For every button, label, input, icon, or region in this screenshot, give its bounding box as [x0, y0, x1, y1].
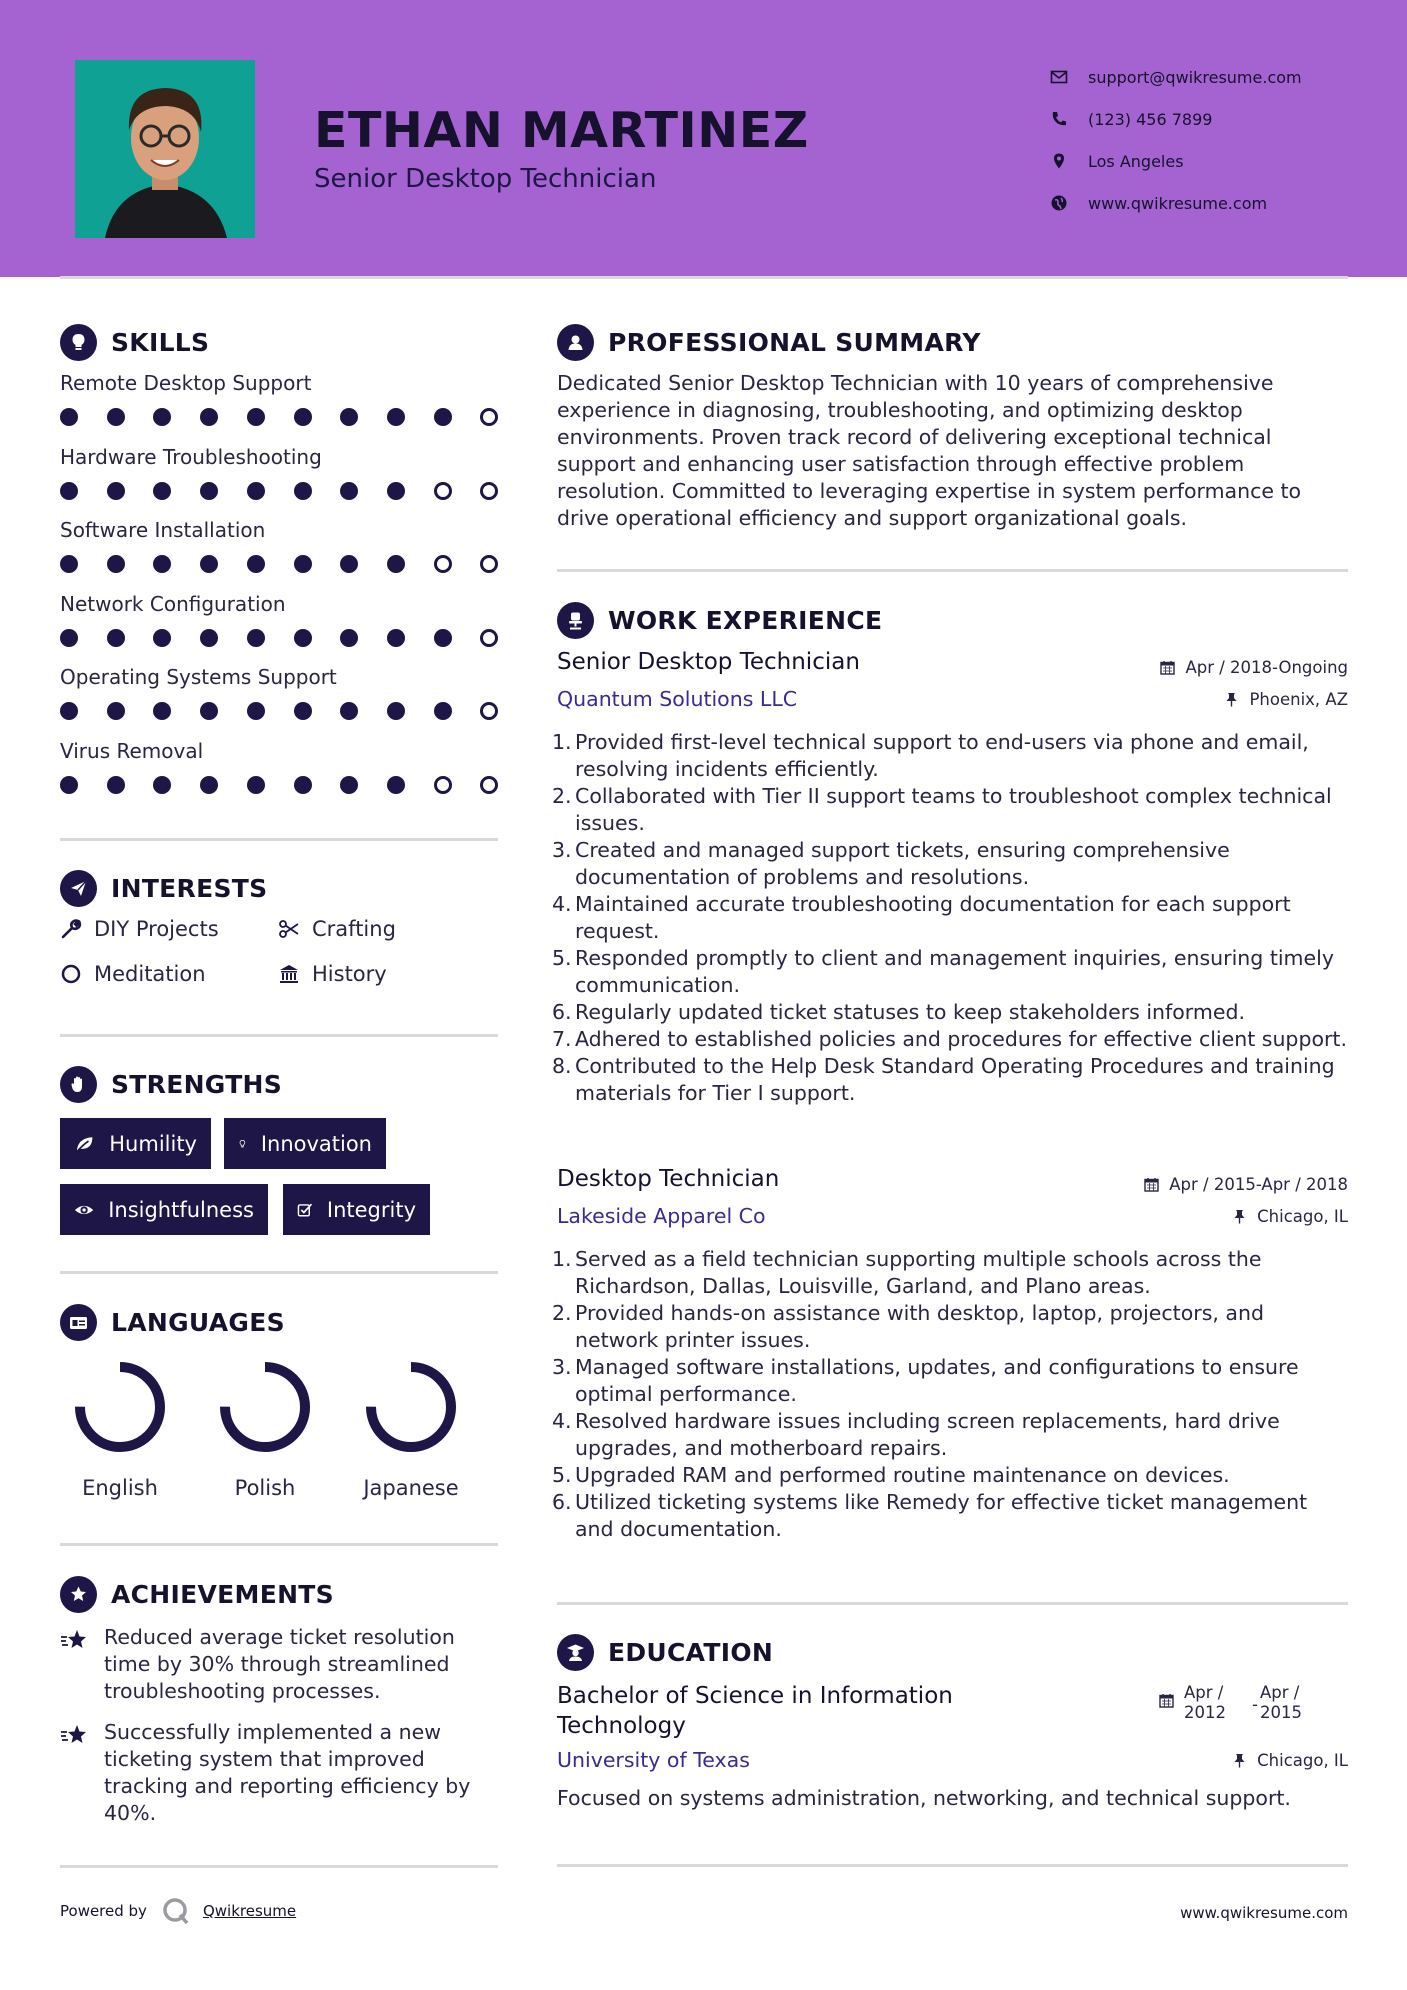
duty-text: Responded promptly to client and management inquiries, ensuring timely communication.: [575, 946, 1334, 997]
star-badge-icon: [60, 1576, 97, 1613]
duty-text: Contributed to the Help Desk Standard Operating Procedures and training materials for Tier I support.: [575, 1054, 1335, 1105]
skill-rating: [60, 482, 500, 502]
rating-dot-filled: [107, 776, 125, 794]
language-level-arc: [80, 1367, 160, 1447]
rating-dot-filled: [387, 702, 405, 720]
rating-dot-filled: [294, 776, 312, 794]
education-dates: [1159, 1683, 1302, 1723]
user-icon: [557, 324, 594, 361]
strength-label: Humility: [109, 1131, 197, 1156]
duty-text: Upgraded RAM and performed routine maintenance on devices.: [575, 1463, 1230, 1487]
job-dates-text: Apr / 2018-Ongoing: [1185, 658, 1348, 677]
strength-tag-integrity: [283, 1184, 430, 1235]
skill-rating: [60, 629, 500, 649]
rating-dot-filled: [153, 702, 171, 720]
rating-dot-empty: [480, 776, 498, 794]
star-icon: [60, 1723, 90, 1749]
languages-divider: [60, 1543, 498, 1546]
skill-item: [60, 662, 500, 722]
strengths-title: STRENGTHS: [111, 1070, 283, 1099]
duty-number: 2.: [552, 784, 572, 808]
job-dates: [1144, 1175, 1348, 1194]
office-chair-icon: [557, 602, 594, 639]
education-end-year: 2015: [1259, 1703, 1302, 1722]
languages-heading: [60, 1304, 285, 1341]
rating-dot-filled: [247, 702, 265, 720]
duty-text: Managed software installations, updates, and configurations to ensure optimal performance.: [575, 1355, 1299, 1406]
rating-dot-filled: [387, 776, 405, 794]
rating-dot-empty: [434, 482, 452, 500]
duty-text: Served as a field technician supporting multiple schools across the Richardson, Dallas, Louisville, Garland, and Plano areas.: [575, 1247, 1262, 1298]
duty-number: 5.: [552, 1463, 572, 1487]
rating-dot-filled: [60, 555, 78, 573]
duty-item: [552, 837, 1348, 891]
duty-text: Maintained accurate troubleshooting documentation for each support request.: [575, 892, 1291, 943]
location-text: Los Angeles: [1088, 151, 1184, 171]
education-location: [1232, 1751, 1348, 1770]
duty-item: [552, 1246, 1348, 1300]
contact-list: [1050, 56, 1302, 224]
skill-item: [60, 736, 500, 796]
skill-label: Network Configuration: [60, 592, 286, 616]
rating-dot-filled: [107, 408, 125, 426]
job-location: [1232, 1207, 1348, 1226]
website-text[interactable]: www.qwikresume.com: [1088, 193, 1268, 213]
rating-dot-empty: [434, 555, 452, 573]
language-item: [346, 1358, 476, 1500]
rating-dot-filled: [434, 408, 452, 426]
duty-item: [552, 1354, 1348, 1408]
duty-item: [552, 945, 1348, 999]
rating-dot-filled: [200, 702, 218, 720]
interest-meditation: [60, 962, 206, 986]
profile-photo: [75, 60, 255, 238]
calendar-icon: [1159, 1693, 1174, 1708]
rating-dot-filled: [153, 629, 171, 647]
museum-icon: [278, 963, 300, 985]
rating-dot-filled: [60, 776, 78, 794]
summary-divider: [557, 569, 1348, 572]
skill-item: [60, 589, 500, 649]
pushpin-icon: [1232, 1209, 1247, 1224]
brand-link[interactable]: Qwikresume: [202, 1902, 297, 1920]
phone-text: (123) 456 7899: [1088, 109, 1213, 129]
duty-item: [552, 999, 1348, 1026]
rating-dot-empty: [434, 776, 452, 794]
rating-dot-filled: [60, 629, 78, 647]
language-item: [200, 1358, 330, 1500]
education-heading: [557, 1634, 773, 1671]
rating-dot-filled: [340, 702, 358, 720]
skills-heading: [60, 324, 209, 361]
strength-tag-insightfulness: [60, 1184, 268, 1235]
avatar: [75, 60, 255, 238]
interests-divider: [60, 1034, 498, 1037]
language-label: Japanese: [363, 1476, 459, 1500]
rating-dot-filled: [340, 776, 358, 794]
education-start-month: Apr /: [1184, 1683, 1224, 1702]
strength-label: Integrity: [326, 1197, 416, 1222]
pushpin-icon: [1224, 692, 1239, 707]
job-dates-text: Apr / 2015-Apr / 2018: [1169, 1175, 1348, 1194]
duty-number: 7.: [552, 1027, 572, 1051]
lightbulb-icon: [60, 324, 97, 361]
eye-icon: [74, 1199, 94, 1221]
header-divider: [60, 276, 1348, 279]
duty-number: 6.: [552, 1000, 572, 1024]
rating-dot-empty: [480, 408, 498, 426]
duty-item: [552, 1026, 1348, 1053]
experience-divider: [557, 1602, 1348, 1605]
language-level-ring: [362, 1358, 460, 1456]
job-location-text: Phoenix, AZ: [1249, 690, 1348, 709]
achievements-divider: [60, 1865, 498, 1868]
rating-dot-empty: [480, 482, 498, 500]
job-title: Senior Desktop Technician: [557, 649, 860, 675]
graduate-icon: [557, 1634, 594, 1671]
star-icon: [60, 1628, 90, 1654]
job-duties-list: [552, 1246, 1348, 1543]
duty-text: Provided first-level technical support to end-users via phone and email, resolving incidents efficiently.: [575, 730, 1309, 781]
strengths-heading: [60, 1066, 282, 1103]
interests-title: INTERESTS: [111, 874, 268, 903]
duty-number: 4.: [552, 1409, 572, 1433]
globe-icon: [1050, 194, 1068, 212]
rating-dot-empty: [480, 555, 498, 573]
rating-dot-filled: [153, 776, 171, 794]
achievements-heading: [60, 1576, 334, 1613]
skill-rating: [60, 776, 500, 796]
rating-dot-filled: [294, 482, 312, 500]
rating-dot-filled: [153, 555, 171, 573]
duty-item: [552, 1300, 1348, 1354]
scissors-icon: [278, 918, 300, 940]
strength-tag-innovation: [224, 1118, 386, 1169]
duty-number: 3.: [552, 1355, 572, 1379]
rating-dot-filled: [153, 482, 171, 500]
duty-number: 4.: [552, 892, 572, 916]
skill-item: [60, 368, 500, 428]
interest-diy-projects: [60, 917, 219, 941]
rating-dot-filled: [200, 482, 218, 500]
calendar-icon: [1160, 660, 1175, 675]
email-text[interactable]: support@qwikresume.com: [1088, 67, 1302, 87]
skill-label: Operating Systems Support: [60, 665, 337, 689]
education-start: [1184, 1683, 1252, 1723]
job-title: Desktop Technician: [557, 1166, 780, 1192]
education-divider: [557, 1864, 1348, 1867]
id-card-icon: [60, 1304, 97, 1341]
pushpin-icon: [1232, 1753, 1247, 1768]
interest-history: [278, 962, 387, 986]
achievement-text: Reduced average ticket resolution time by 30% through streamlined troubleshooting processes.: [104, 1625, 455, 1703]
duty-text: Collaborated with Tier II support teams to troubleshoot complex technical issues.: [575, 784, 1332, 835]
skill-item: [60, 515, 500, 575]
map-pin-icon: [1050, 152, 1068, 170]
strengths-divider: [60, 1271, 498, 1274]
contact-location: [1050, 140, 1302, 182]
interest-label: History: [312, 962, 387, 986]
achievements-title: ACHIEVEMENTS: [111, 1580, 334, 1609]
lightbulb-icon: [238, 1133, 247, 1155]
footer-website[interactable]: www.qwikresume.com: [1180, 1904, 1348, 1922]
degree-title: [557, 1681, 953, 1741]
rating-dot-filled: [247, 629, 265, 647]
candidate-name: ETHAN MARTINEZ: [314, 102, 809, 159]
rating-dot-filled: [247, 555, 265, 573]
duty-text: Resolved hardware issues including screen replacements, hard drive upgrades, and motherboard repairs.: [575, 1409, 1280, 1460]
language-level-arc: [371, 1367, 451, 1447]
skill-item: [60, 442, 500, 502]
leaf-icon: [74, 1133, 95, 1155]
duty-text: Provided hands-on assistance with desktop, laptop, projectors, and network printer issues.: [575, 1301, 1264, 1352]
language-item: [55, 1358, 185, 1500]
education-title: EDUCATION: [608, 1638, 774, 1667]
job-location: [1224, 690, 1348, 709]
circle-icon: [60, 963, 82, 985]
language-label: English: [82, 1476, 158, 1500]
rating-dot-filled: [153, 408, 171, 426]
skill-label: Virus Removal: [60, 739, 204, 763]
rating-dot-filled: [107, 482, 125, 500]
skill-label: Remote Desktop Support: [60, 371, 312, 395]
duty-item: [552, 729, 1348, 783]
rating-dot-filled: [60, 482, 78, 500]
rating-dot-filled: [247, 408, 265, 426]
powered-by-text: Powered by: [60, 1902, 147, 1920]
phone-icon: [1050, 110, 1068, 128]
skills-divider: [60, 838, 498, 841]
contact-phone: [1050, 98, 1302, 140]
contact-website[interactable]: [1050, 182, 1302, 224]
duty-text: Adhered to established policies and procedures for effective client support.: [575, 1027, 1347, 1051]
achievement-item: [60, 1624, 500, 1705]
rating-dot-filled: [294, 408, 312, 426]
languages-title: LANGUAGES: [111, 1308, 285, 1337]
strength-tag-humility: [60, 1118, 211, 1169]
rating-dot-filled: [247, 776, 265, 794]
school-name: University of Texas: [557, 1748, 750, 1772]
interests-heading: [60, 870, 267, 907]
skill-rating: [60, 702, 500, 722]
rating-dot-empty: [480, 629, 498, 647]
language-label: Polish: [234, 1476, 296, 1500]
duty-text: Regularly updated ticket statuses to keep stakeholders informed.: [575, 1000, 1245, 1024]
language-level-ring: [216, 1358, 314, 1456]
rating-dot-filled: [200, 629, 218, 647]
summary-heading: [557, 324, 981, 361]
header-banner: [0, 0, 1407, 277]
skills-title: SKILLS: [111, 328, 210, 357]
strength-label: Innovation: [260, 1131, 372, 1156]
rating-dot-filled: [434, 702, 452, 720]
duty-number: 2.: [552, 1301, 572, 1325]
job-duties-list: [552, 729, 1348, 1107]
skill-label: Software Installation: [60, 518, 266, 542]
duty-number: 1.: [552, 730, 572, 754]
job-location-text: Chicago, IL: [1257, 1207, 1348, 1226]
skill-rating: [60, 408, 500, 428]
duty-item: [552, 1408, 1348, 1462]
rating-dot-filled: [340, 555, 358, 573]
rating-dot-filled: [387, 408, 405, 426]
interest-crafting: [278, 917, 396, 941]
interest-label: DIY Projects: [94, 917, 219, 941]
experience-heading: [557, 602, 882, 639]
education-end-month: Apr /: [1259, 1683, 1300, 1702]
duty-number: 5.: [552, 946, 572, 970]
duty-item: [552, 783, 1348, 837]
rating-dot-filled: [200, 776, 218, 794]
experience-title: WORK EXPERIENCE: [608, 606, 883, 635]
education-start-year: 2012: [1184, 1703, 1226, 1722]
rating-dot-filled: [200, 555, 218, 573]
rating-dot-filled: [200, 408, 218, 426]
rating-dot-filled: [107, 555, 125, 573]
calendar-icon: [1144, 1177, 1159, 1192]
contact-email[interactable]: [1050, 56, 1302, 98]
degree-line-1: Bachelor of Science in Information: [557, 1683, 953, 1709]
rating-dot-filled: [294, 555, 312, 573]
envelope-icon: [1050, 68, 1068, 86]
checkbox-icon: [297, 1199, 313, 1221]
education-date-dash: -: [1252, 1695, 1258, 1714]
duty-number: 1.: [552, 1247, 572, 1271]
summary-title: PROFESSIONAL SUMMARY: [608, 328, 981, 357]
hand-icon: [60, 1066, 97, 1103]
summary-text: Dedicated Senior Desktop Technician with 10 years of comprehensive experience in diagnosing, troubleshooting, and optimizing desktop environments. Proven track record of delivering exceptional technical support and enhancing user satisfaction through effective problem resolution. Committed to leveraging expertise in system performance to drive operational efficiency and support organizational goals.: [557, 371, 1302, 530]
skill-label: Hardware Troubleshooting: [60, 445, 322, 469]
achievement-item: [60, 1719, 500, 1827]
rating-dot-empty: [480, 702, 498, 720]
rating-dot-filled: [340, 629, 358, 647]
rating-dot-filled: [247, 482, 265, 500]
rating-dot-filled: [60, 702, 78, 720]
rating-dot-filled: [294, 629, 312, 647]
language-level-arc: [225, 1367, 305, 1447]
rating-dot-filled: [387, 555, 405, 573]
duty-number: 8.: [552, 1054, 572, 1078]
paper-plane-icon: [60, 870, 97, 907]
rating-dot-filled: [434, 629, 452, 647]
duty-item: [552, 1489, 1348, 1543]
duty-number: 6.: [552, 1490, 572, 1514]
duty-item: [552, 1053, 1348, 1107]
strength-label: Insightfulness: [108, 1197, 254, 1222]
education-location-text: Chicago, IL: [1257, 1751, 1348, 1770]
education-description: Focused on systems administration, networking, and technical support.: [557, 1786, 1291, 1810]
company-name: Lakeside Apparel Co: [557, 1204, 766, 1228]
duty-number: 3.: [552, 838, 572, 862]
rating-dot-filled: [107, 702, 125, 720]
rating-dot-filled: [340, 482, 358, 500]
skill-rating: [60, 555, 500, 575]
interest-label: Meditation: [94, 962, 206, 986]
rating-dot-filled: [294, 702, 312, 720]
candidate-role: Senior Desktop Technician: [314, 164, 657, 194]
rating-dot-filled: [60, 408, 78, 426]
rating-dot-filled: [107, 629, 125, 647]
duty-item: [552, 1462, 1348, 1489]
education-end: [1260, 1683, 1302, 1723]
qwikresume-logo-icon: [161, 1896, 191, 1926]
wrench-icon: [60, 918, 82, 940]
duty-text: Created and managed support tickets, ensuring comprehensive documentation of problems and resolutions.: [575, 838, 1230, 889]
achievement-text: Successfully implemented a new ticketing system that improved tracking and reporting efficiency by 40%.: [104, 1720, 471, 1825]
duty-item: [552, 891, 1348, 945]
rating-dot-filled: [340, 408, 358, 426]
job-dates: [1160, 658, 1348, 677]
footer-powered-by: [60, 1896, 296, 1926]
rating-dot-filled: [387, 629, 405, 647]
rating-dot-filled: [387, 482, 405, 500]
company-name: Quantum Solutions LLC: [557, 687, 798, 711]
language-level-ring: [71, 1358, 169, 1456]
degree-line-2: Technology: [557, 1713, 686, 1739]
interest-label: Crafting: [312, 917, 396, 941]
duty-text: Utilized ticketing systems like Remedy for effective ticket management and documentation.: [575, 1490, 1308, 1541]
